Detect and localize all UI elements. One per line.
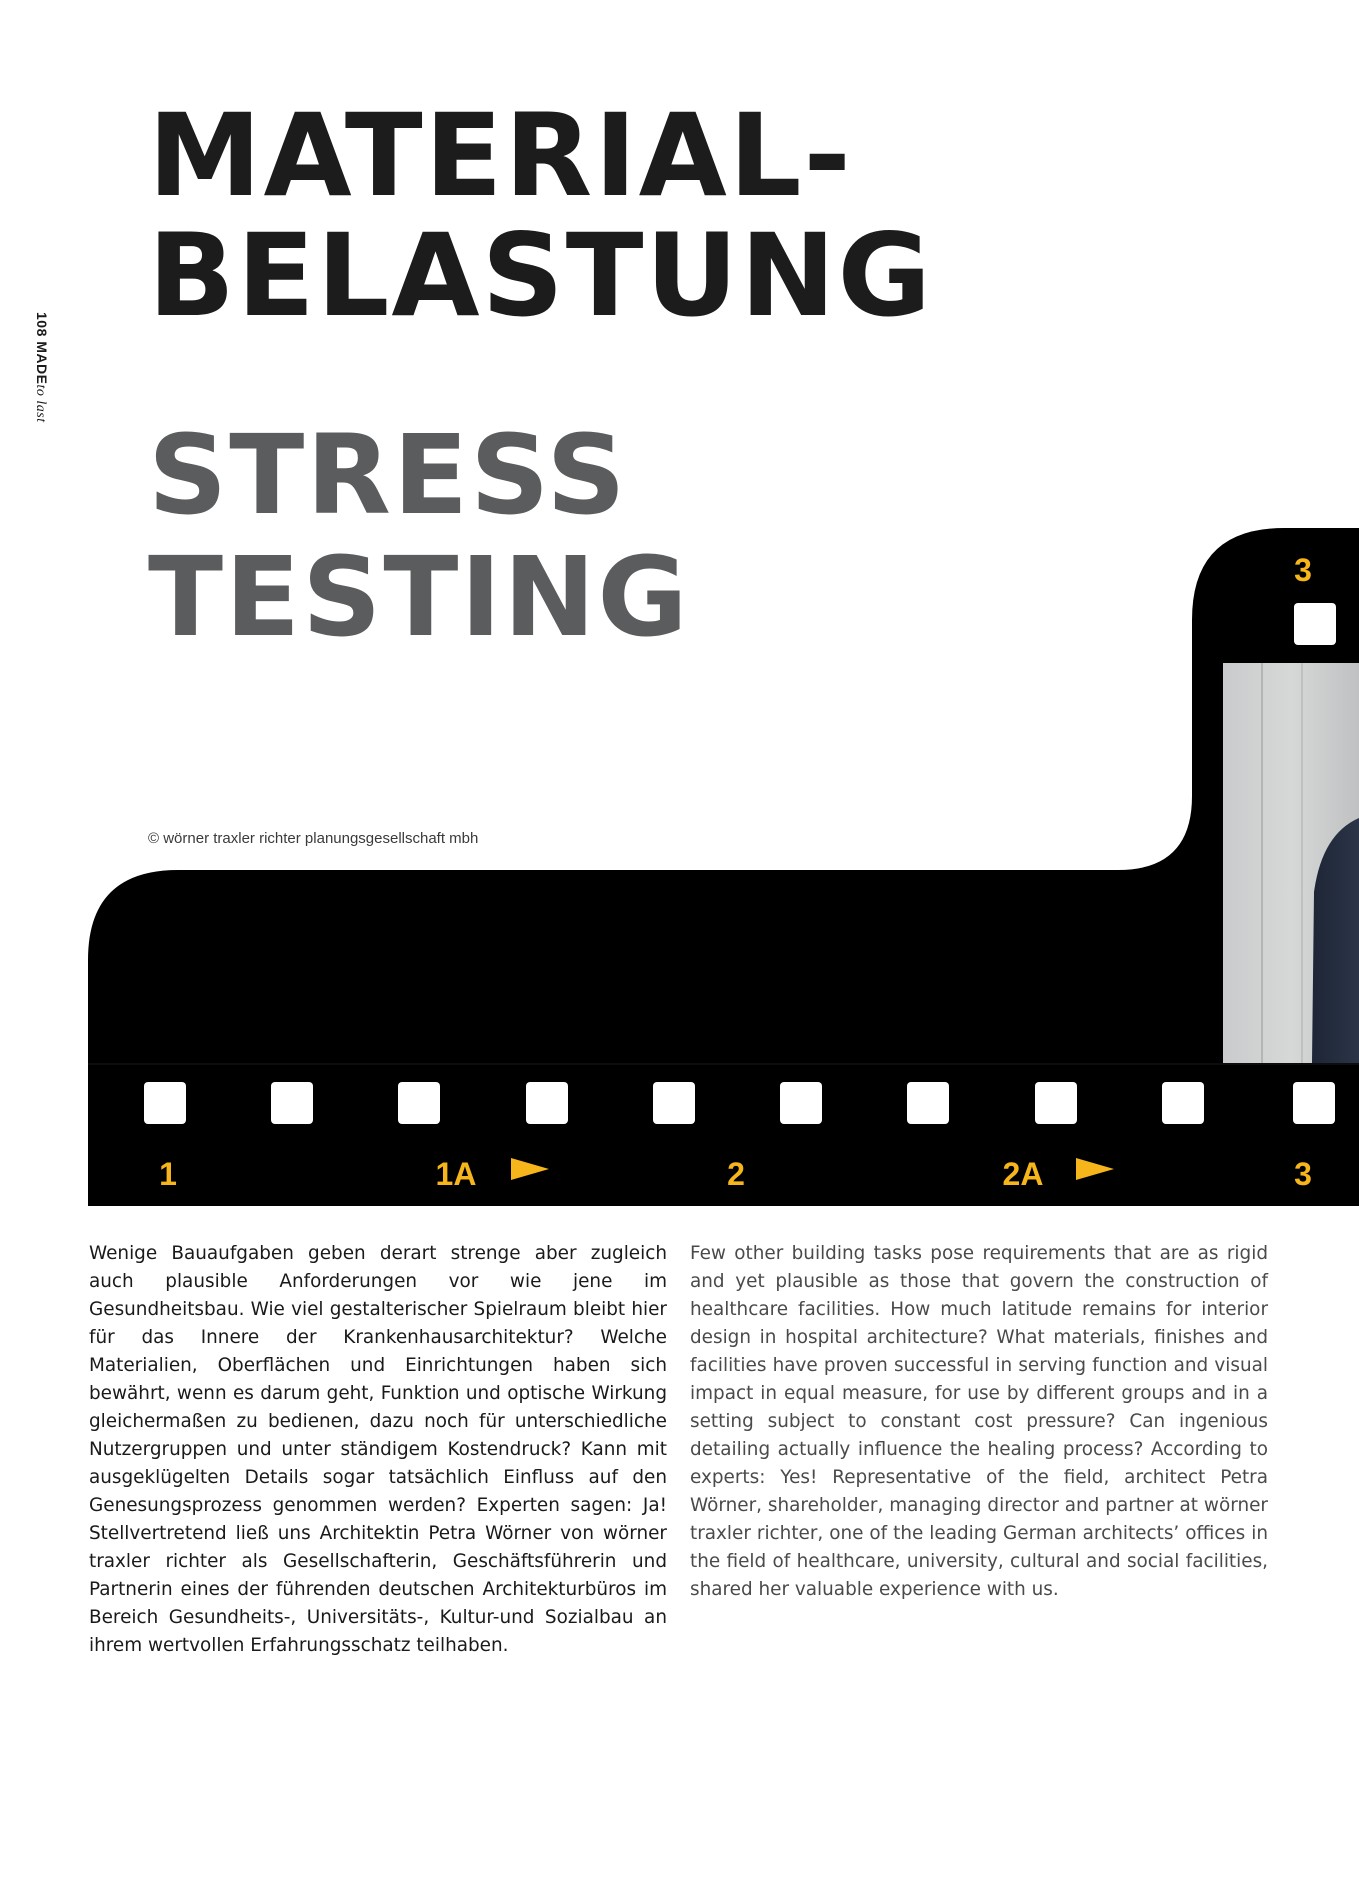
- magazine-brand-suffix: to last: [33, 384, 48, 423]
- body-text-german: Wenige Bauaufgaben geben derart strenge aber zugleich auch plausible Anforderungen vor wie jene im Gesundheitsbau. Wie viel gestalterischer Spielraum bleibt hier für das Innere der Krankenhausarchitektur? Welche Materialien, Oberflächen und Einrichtungen haben sich bewährt, wenn es darum geht, Funktion und optische Wirkung gleichermaßen zu bedienen, dazu noch für unterschiedliche Nutzergruppen und unter ständigem Kostendruck? Kann mit ausgeklügelten Details sogar tatsächlich Einfluss auf den Genesungsprozess genommen werden? Experten sagen: Ja! Stellvertretend ließ uns Architektin Petra Wörner von wörner traxler richter als Gesellschafterin, Geschäftsführerin und Partnerin eines der führenden deutschen Architekturbüros im Bereich Gesundheits-, Universitäts-, Kultur-und Sozialbau an ihrem wertvollen Erfahrungsschatz teilhaben.: [89, 1243, 667, 1656]
- top-frame-number: 3: [1294, 552, 1312, 588]
- title-german-line-2: BELASTUNG: [148, 209, 934, 342]
- sprocket-hole: [144, 1082, 186, 1124]
- film-frame-photo: [1223, 663, 1359, 1063]
- page-number: 108: [34, 312, 50, 337]
- title-english-line-2: TESTING: [148, 533, 690, 661]
- sprocket-hole: [1293, 1082, 1335, 1124]
- frame-label-2: 2: [727, 1156, 745, 1192]
- photo-credit: © wörner traxler richter planungsgesellschaft mbh: [148, 830, 479, 847]
- frame-label-1a: 1A: [435, 1156, 477, 1192]
- body-text-english: Few other building tasks pose requirements that are as rigid and yet plausible as those that govern the construction of healthcare facilities. How much latitude remains for interior design in hospital architecture? What materials, finishes and facilities have proven successful in serving function and visual impact in equal measure, for use by different groups and in a setting subject to constant cost pressure? Can ingenious detailing actually influence the healing process? According to experts: Yes! Representative of the field, architect Petra Wörner, shareholder, managing director and partner at wörner traxler richter, one of the leading German architects’ offices in the field of healthcare, university, cultural and social facilities, shared her valuable experience with us.: [690, 1243, 1268, 1600]
- frame-label-3: 3: [1294, 1156, 1312, 1192]
- title-english-line-1: STRESS: [148, 411, 628, 539]
- sprocket-hole: [653, 1082, 695, 1124]
- title-german-line-1: MATERIAL-: [148, 89, 853, 222]
- sprocket-hole: [526, 1082, 568, 1124]
- sprocket-hole: [1162, 1082, 1204, 1124]
- sprocket-hole: [1035, 1082, 1077, 1124]
- sprocket-hole: [907, 1082, 949, 1124]
- magazine-brand: MADE: [34, 341, 50, 385]
- sprocket-hole: [398, 1082, 440, 1124]
- sprocket-hole: [780, 1082, 822, 1124]
- sprocket-hole: [271, 1082, 313, 1124]
- frame-label-2a: 2A: [1002, 1156, 1044, 1192]
- frame-label-1: 1: [159, 1156, 177, 1192]
- sprocket-hole: [1294, 603, 1336, 645]
